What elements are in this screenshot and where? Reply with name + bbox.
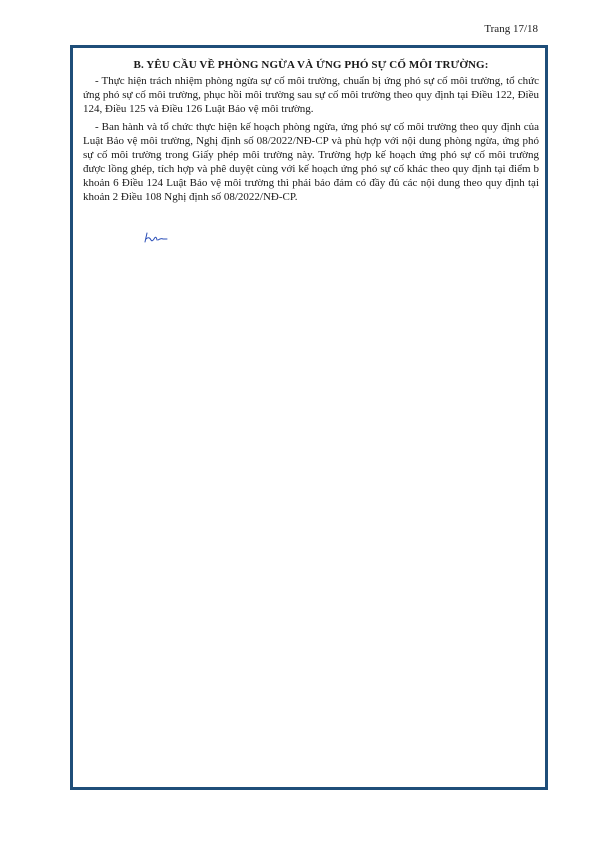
page-number: Trang 17/18 [484,23,538,35]
paragraph-2: - Ban hành và tổ chức thực hiện kế hoạch phòng ngừa, ứng phó sự cố môi trường theo quy định của Luật Bảo vệ môi trường, Nghị định số 08/2022/NĐ-CP và phù hợp với nội dung phòng ngừa, ứng phó sự cố môi trường trong Giấy phép môi trường này. Trường hợp kế hoạch ứng phó sự cố môi trường được lồng ghép, tích hợp và phê duyệt cùng với kế hoạch ứng phó sự cố khác theo quy định tại điểm b khoản 6 Điều 124 Luật Bảo vệ môi trường thì phải bảo đảm có đầy đủ các nội dung theo quy định tại khoản 2 Điều 108 Nghị định số 08/2022/NĐ-CP. [83,121,539,203]
section-content [83,58,539,208]
paragraph-1: - Thực hiện trách nhiệm phòng ngừa sự cố môi trường, chuẩn bị ứng phó sự cố môi trường, tổ chức ứng phó sự cố môi trường, phục hồi môi trường sau sự cố môi trường theo quy định tại Điều 122, Điều 124, Điều 125 và Điều 126 Luật Bảo vệ môi trường. [83,75,539,115]
section-heading: B. YÊU CẦU VỀ PHÒNG NGỪA VÀ ỨNG PHÓ SỰ CỐ MÔI TRƯỜNG: [133,59,489,71]
handwritten-initials-icon [143,231,169,245]
